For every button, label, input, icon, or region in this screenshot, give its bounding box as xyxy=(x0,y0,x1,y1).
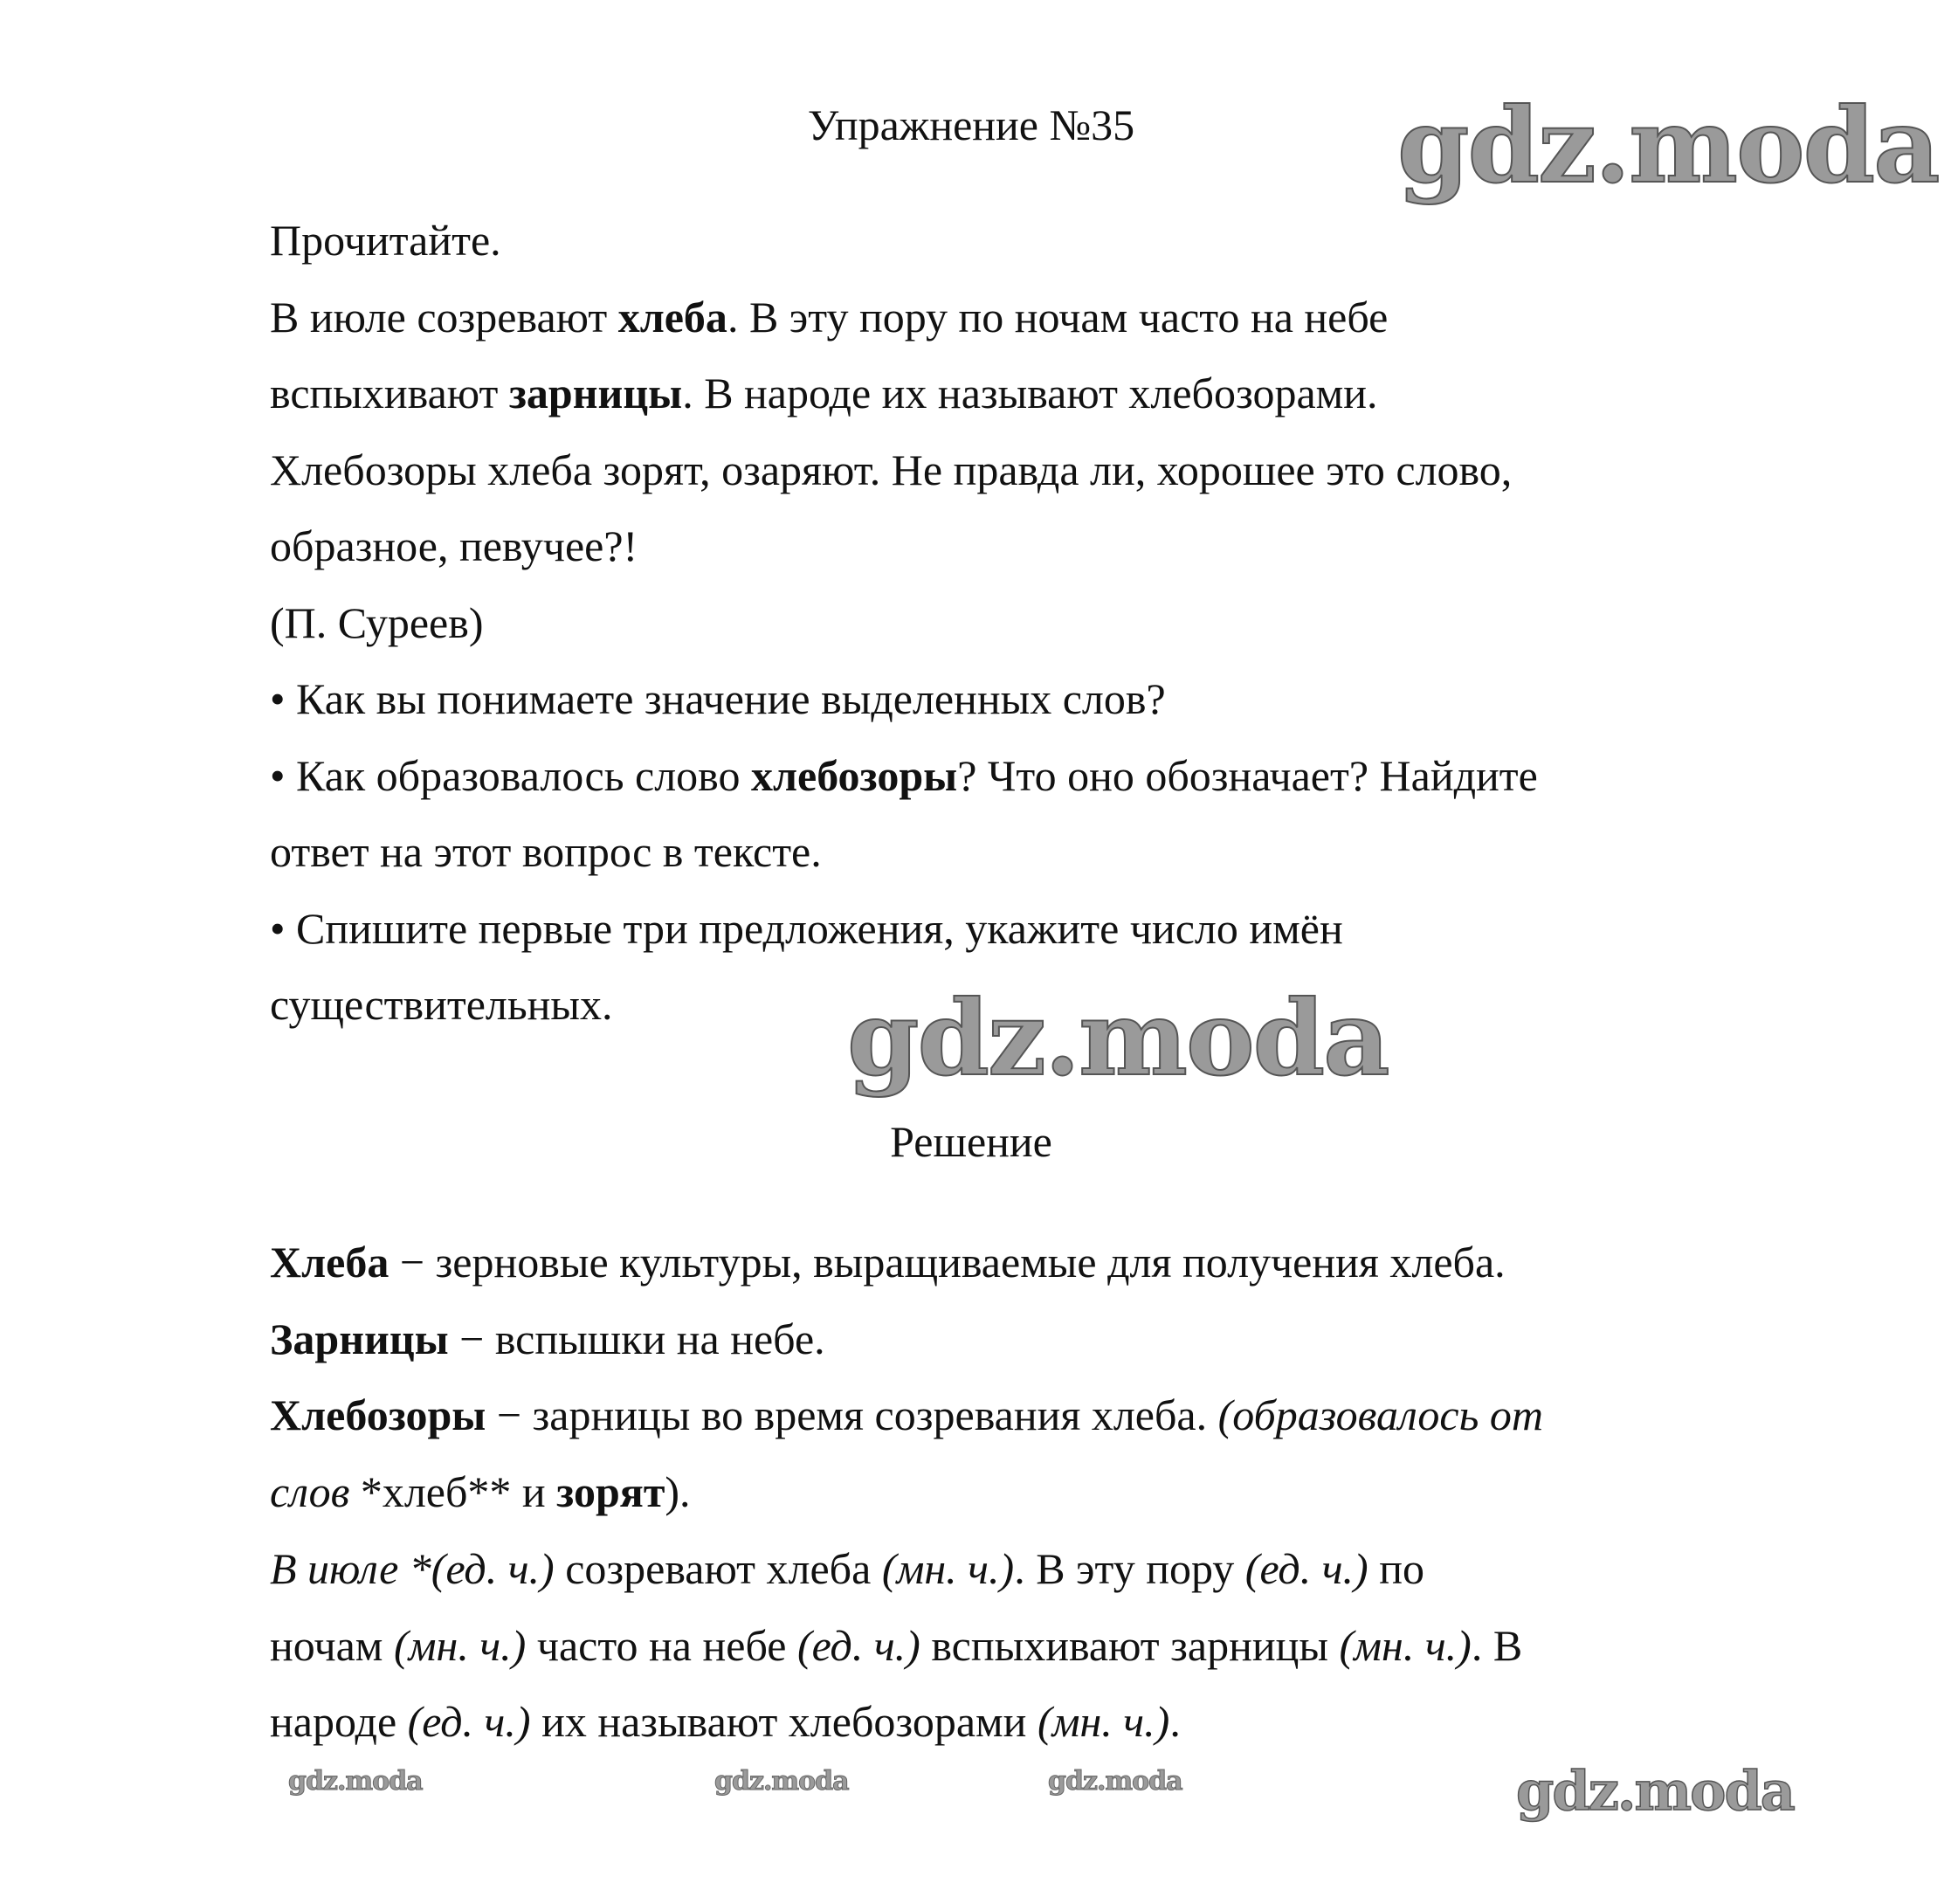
text-segment: *хлеб** и xyxy=(349,1467,557,1517)
italic-note: В июле * xyxy=(270,1543,431,1593)
text-segment: . В xyxy=(1471,1620,1523,1670)
text-segment: В июле созревают xyxy=(270,292,618,341)
exercise-line xyxy=(270,750,1538,800)
italic-note: (ед. ч.) xyxy=(796,1620,920,1670)
italic-note: слов xyxy=(270,1467,350,1517)
text-segment: − зерновые культуры, выращиваемые для получения хлеба. xyxy=(389,1238,1506,1287)
watermark-logo: gdz.moda xyxy=(847,977,1389,1099)
text-segment: . В народе их называют хлебозорами. xyxy=(682,369,1378,417)
exercise-line xyxy=(270,216,501,265)
exercise-title: Упражнение №35 xyxy=(807,100,1135,149)
text-segment: созревают хлеба xyxy=(554,1543,882,1593)
italic-note: (ед. ч.) xyxy=(407,1697,531,1747)
text-segment: • Как вы понимаете значение выделенных слов? xyxy=(270,674,1166,723)
exercise-line xyxy=(270,674,1166,723)
italic-note: (ед. ч.) xyxy=(1244,1543,1368,1593)
bold-term: хлеба xyxy=(617,292,727,341)
text-segment: часто на небе xyxy=(526,1620,797,1670)
text-segment: ? Что оно обозначает? Найдите xyxy=(957,750,1538,800)
text-segment: ответ на этот вопрос в тексте. xyxy=(270,827,822,876)
italic-note: (образовалось от xyxy=(1217,1390,1543,1440)
bold-term: зарницы xyxy=(508,369,683,417)
solution-line xyxy=(270,1238,1506,1287)
watermark-logo: gdz.moda xyxy=(288,1766,423,1797)
exercise-line xyxy=(270,903,1343,953)
text-segment: народе xyxy=(270,1697,408,1747)
text-segment: . В эту пору по ночам часто на небе xyxy=(727,292,1389,341)
text-segment: Прочитайте. xyxy=(270,216,501,265)
exercise-line xyxy=(270,597,484,647)
text-segment: (П. Суреев) xyxy=(270,597,484,647)
text-segment: − вспышки на небе. xyxy=(448,1314,825,1363)
italic-note: (мн. ч.) xyxy=(1339,1620,1472,1670)
watermark-logo: gdz.moda xyxy=(1516,1759,1794,1823)
text-segment: их называют хлебозорами xyxy=(530,1697,1037,1747)
exercise-line xyxy=(270,827,822,876)
text-segment: существительных. xyxy=(270,980,613,1029)
bold-term: зорят xyxy=(556,1467,665,1517)
text-segment: − зарницы во время созревания хлеба. xyxy=(486,1390,1218,1440)
text-segment: . xyxy=(1169,1697,1181,1747)
solution-line xyxy=(270,1620,1523,1670)
exercise-line xyxy=(270,521,638,570)
text-segment: по xyxy=(1368,1543,1424,1593)
solution-line xyxy=(270,1467,691,1517)
solution-line xyxy=(270,1314,825,1363)
solution-heading: Решение xyxy=(890,1117,1052,1166)
text-segment: Хлебозоры хлеба зорят, озаряют. Не правда ли, хорошее это слово, xyxy=(270,445,1513,494)
solution-line xyxy=(270,1543,1424,1593)
text-segment: вспыхивают xyxy=(270,369,509,417)
text-segment: вспыхивают зарницы xyxy=(920,1620,1340,1670)
text-segment: . В эту пору xyxy=(1014,1543,1245,1593)
exercise-line xyxy=(270,980,613,1029)
text-segment: образное, певучее?! xyxy=(270,521,638,570)
text-segment: • Как образовалось слово xyxy=(270,750,751,800)
exercise-line xyxy=(270,371,1378,415)
solution-line xyxy=(270,1697,1181,1747)
bold-term: Хлебозоры xyxy=(270,1390,486,1440)
text-segment: ). xyxy=(665,1467,691,1517)
italic-note: (мн. ч.) xyxy=(881,1543,1015,1593)
bold-term: хлебозоры xyxy=(750,750,958,800)
watermark-logo: gdz.moda xyxy=(714,1766,849,1797)
exercise-line xyxy=(270,292,1389,341)
bold-term: Хлеба xyxy=(270,1238,389,1287)
italic-note: (ед. ч.) xyxy=(431,1543,555,1593)
italic-note: (мн. ч.) xyxy=(1037,1697,1170,1747)
exercise-line xyxy=(270,445,1513,494)
bold-term: Зарницы xyxy=(270,1314,449,1363)
watermark-logo: gdz.moda xyxy=(1048,1766,1182,1797)
watermark-logo: gdz.moda xyxy=(1397,85,1939,206)
italic-note: (мн. ч.) xyxy=(393,1620,527,1670)
text-segment: • Спишите первые три предложения, укажите число имён xyxy=(270,903,1343,953)
solution-line xyxy=(270,1390,1543,1440)
text-segment: ночам xyxy=(270,1620,394,1670)
